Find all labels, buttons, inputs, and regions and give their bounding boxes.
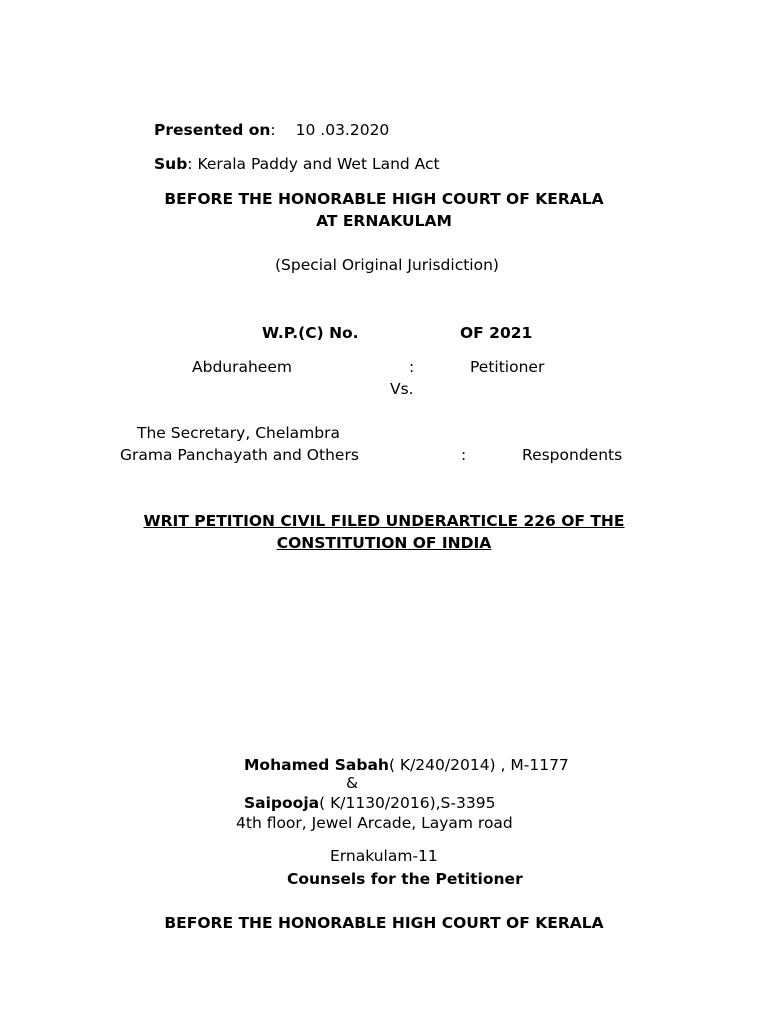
respondent-colon: : bbox=[461, 446, 467, 464]
counsel-1-name: Mohamed Sabah bbox=[244, 756, 389, 774]
counsel-2 bbox=[244, 793, 495, 813]
respondent-role: Respondents bbox=[522, 446, 623, 464]
counsel-1 bbox=[244, 755, 569, 775]
respondent-line-2: Grama Panchayath and Others bbox=[120, 446, 359, 464]
counsel-2-name: Saipooja bbox=[244, 794, 320, 812]
writ-title-line-1: WRIT PETITION CIVIL FILED UNDERARTICLE 226 OF THE bbox=[143, 512, 625, 530]
counsel-city: Ernakulam-11 bbox=[330, 847, 438, 865]
wpc-number-label: W.P.(C) No. bbox=[262, 324, 359, 342]
writ-title-line-2: CONSTITUTION OF INDIA bbox=[276, 534, 492, 552]
court-heading: BEFORE THE HONORABLE HIGH COURT OF KERALA bbox=[164, 190, 604, 208]
counsel-2-detail: ( K/1130/2016),S-3395 bbox=[319, 794, 496, 812]
footer-court-heading: BEFORE THE HONORABLE HIGH COURT OF KERALA bbox=[164, 914, 604, 932]
court-location: AT ERNAKULAM bbox=[316, 212, 452, 230]
counsel-ampersand: & bbox=[346, 774, 359, 792]
wpc-year: OF 2021 bbox=[460, 324, 533, 342]
presented-on-line bbox=[154, 120, 389, 140]
counsel-1-detail: ( K/240/2014) , M-1177 bbox=[388, 756, 569, 774]
jurisdiction-text: (Special Original Jurisdiction) bbox=[275, 256, 499, 274]
versus-text: Vs. bbox=[390, 380, 414, 398]
petitioner-colon: : bbox=[409, 358, 415, 376]
counsel-address: 4th floor, Jewel Arcade, Layam road bbox=[236, 814, 513, 832]
respondent-line-1: The Secretary, Chelambra bbox=[137, 424, 340, 442]
subject-line bbox=[154, 154, 440, 174]
presented-on-date: 10 .03.2020 bbox=[295, 121, 390, 139]
presented-on-separator: : bbox=[270, 121, 276, 139]
petitioner-name: Abduraheem bbox=[192, 358, 292, 376]
subject-label: Sub bbox=[154, 155, 188, 173]
petitioner-role: Petitioner bbox=[470, 358, 545, 376]
counsel-role: Counsels for the Petitioner bbox=[287, 870, 523, 888]
presented-on-label: Presented on bbox=[154, 121, 271, 139]
subject-value: : Kerala Paddy and Wet Land Act bbox=[187, 155, 440, 173]
